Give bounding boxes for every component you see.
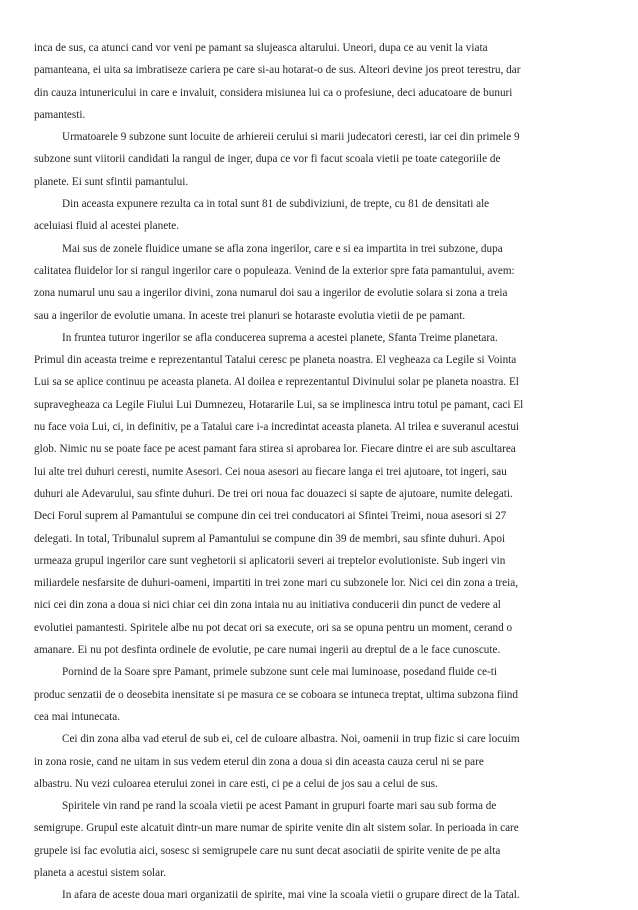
text-line: Din aceasta expunere rezulta ca in total sunt 81 de subdiviziuni, de trepte, cu 81 de densitati ale (62, 198, 490, 211)
text-line: glob. Nimic nu se poate face pe acest pamant fara stirea si aprobarea lor. Fiecare dintre ei are sub ascultarea (34, 443, 516, 456)
text-line: lui alte trei duhuri ceresti, numite Asesori. Cei noua asesori au fiecare langa ei trei ajutoare, tot ingeri, sau (34, 465, 507, 478)
document-body (34, 40, 600, 910)
text-line: urmeaza grupul ingerilor care sunt veghetorii si aplicatorii severi ai treptelor evolutioniste. Sub ingeri vin (34, 554, 506, 567)
text-line: Lui sa se aplice continuu pe aceasta planeta. Al doilea e reprezentantul Divinului solar pe planeta noastra. El (34, 376, 519, 389)
text-line: duhuri ale Adevarului, sau sfinte duhuri. De trei ori noua fac douazeci si sapte de ajutoare, numite delegati. (34, 487, 513, 500)
text-line: Primul din aceasta treime e reprezentantul Tatalui ceresc pe planeta noastra. El vegheaza ca Legile si Vointa (34, 354, 517, 367)
text-line: Urmatoarele 9 subzone sunt locuite de arhiereii cerului si marii judecatori ceresti, iar cei din primele 9 (62, 131, 520, 144)
text-line: in zona rosie, cand ne uitam in sus vedem eterul din zona a doua si din aceasta cauza cerul ni se pare (34, 755, 484, 768)
text-line: nu face voia Lui, ci, in definitiv, pe a Tatalui care i-a incredintat aceasta planeta. Al trilea e suveranul acestui (34, 421, 520, 434)
text-line: pamanteana, ei uita sa imbratiseze cariera pe care si-au hotarat-o de sus. Alteori devine jos preot terestru, dar (34, 64, 521, 77)
text-line: amanare. Ei nu pot desfinta ordinele de evolutie, pe care numai ingerii au dreptul de a le face cunoscute. (34, 644, 501, 657)
text-line: Deci Forul suprem al Pamantului se compune din cei trei conducatori ai Sfintei Treimi, noua asesori si 27 (34, 510, 507, 523)
text-line: In afara de aceste doua mari organizatii de spirite, mai vine la scoala vietii o grupare direct de la Tatal. (62, 889, 520, 902)
text-line: zona numarul unu sau a ingerilor divini, zona numarul doi sau a ingerilor de evolutie solara si zona a treia (34, 287, 508, 300)
text-line: nici cei din zona a doua si nici chiar cei din zona intaia nu au initiativa conducerii din punct de vedere al (34, 599, 501, 612)
text-line: Pornind de la Soare spre Pamant, primele subzone sunt cele mai luminoase, posedand fluide ce-ti (62, 666, 497, 679)
text-line: planeta a acestui sistem solar. (34, 866, 167, 879)
text-line: miliardele nesfarsite de duhuri-oameni, impartiti in trei zone mari cu subzonele lor. Nici cei din zona a treia, (34, 577, 518, 590)
text-line: In fruntea tuturor ingerilor se afla conducerea suprema a acestei planete, Sfanta Treime planetara. (62, 331, 498, 344)
text-line: semigrupe. Grupul este alcatuit dintr-un mare numar de spirite venite din alt sistem solar. In perioada in care (34, 822, 519, 835)
text-line: Spiritele vin rand pe rand la scoala vietii pe acest Pamant in grupuri foarte mari sau sub forma de (62, 800, 497, 813)
text-line: Cei din zona alba vad eterul de sub ei, cel de culoare albastra. Noi, oamenii in trup fizic si care locuim (62, 733, 520, 746)
text-line: evolutiei pamantesti. Spiritele albe nu pot decat ori sa execute, ori sa se opuna pentru un moment, cerand o (34, 621, 513, 634)
text-line: Mai sus de zonele fluidice umane se afla zona ingerilor, care e si ea impartita in trei subzone, dupa (62, 242, 503, 255)
text-line: inca de sus, ca atunci cand vor veni pe pamant sa slujeasca altarului. Uneori, dupa ce au venit la viata (34, 42, 488, 54)
text-line: delegati. In total, Tribunalul suprem al Pamantului se compune din 39 de membri, sau sfinte duhuri. Apoi (34, 532, 506, 545)
text-line: calitatea fluidelor lor si rangul ingerilor care o populeaza. Venind de la exterior spre fata pamantului, avem: (34, 264, 515, 277)
text-line: din cauza intunericului in care e invaluit, considera misiunea lui ca o profesiune, deci aducatoare de bunuri (34, 86, 513, 99)
text-line: cea mai intunecata. (34, 710, 121, 723)
text-line: subzone sunt viitorii candidati la rangul de inger, dupa ce vor fi facut scoala vietii pe toate categoriile de (34, 153, 501, 166)
text-line: supravegheaza ca Legile Fiului Lui Dumnezeu, Hotararile Lui, sa se implinesca intru totul pe pamant, caci El (34, 398, 524, 411)
text-line: pamantesti. (34, 108, 86, 121)
text-line: aceluiasi fluid al acestei planete. (34, 220, 180, 233)
text-line: planete. Ei sunt sfintii pamantului. (34, 175, 189, 188)
text-line: grupele isi fac evolutia aici, sosesc si semigrupele care nu sunt decat asociatii de spirite venite de pe alta (34, 844, 501, 857)
text-line: sau a ingerilor de evolutie umana. In aceste trei planuri se hotaraste evolutia vietii de pe pamant. (34, 309, 466, 322)
text-line: produc senzatii de o deosebita inensitate si pe masura ce se coboara se intuneca treptat, ultima subzona fiind (34, 688, 518, 701)
text-line: albastru. Nu vezi culoarea eterului zonei in care esti, ci pe a celui de jos sau a celui de sus. (34, 777, 438, 790)
